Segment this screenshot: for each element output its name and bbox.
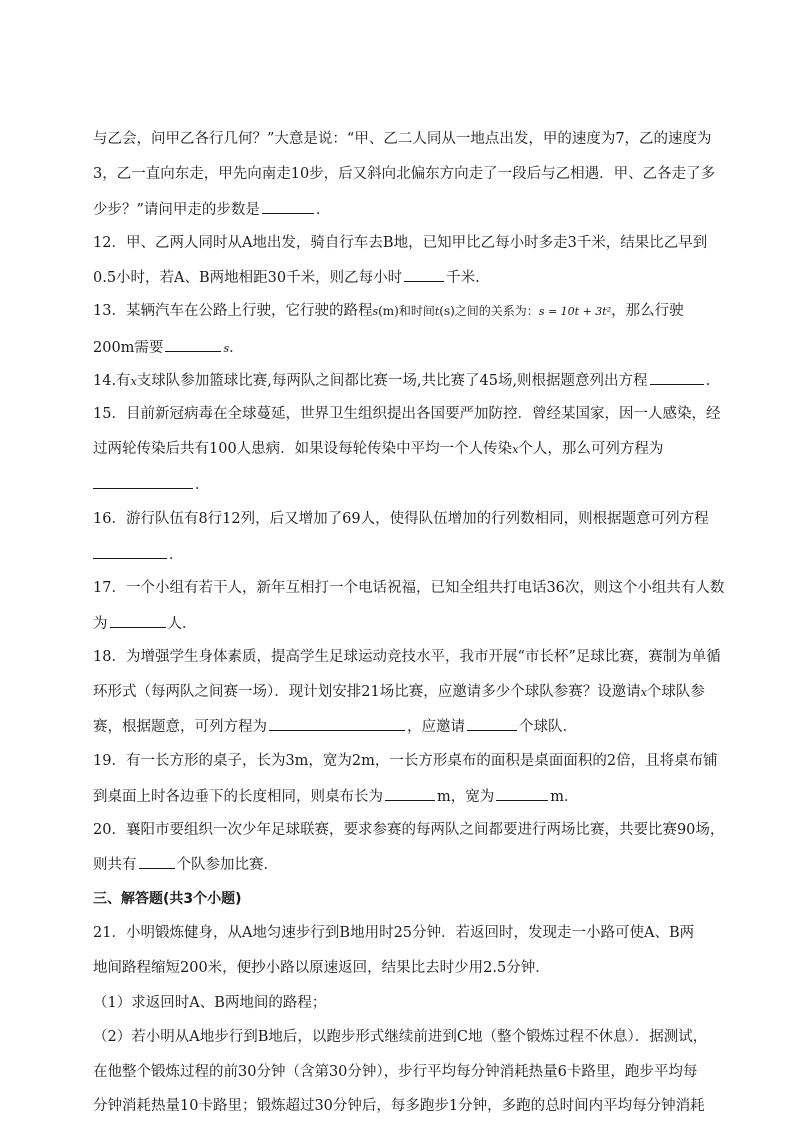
answer-blank: [93, 544, 167, 559]
text-segment: ．: [169, 547, 184, 563]
question-13-line-1: [93, 301, 705, 322]
text-segment: (s)之间的关系为：: [439, 304, 539, 318]
text-segment: ．: [195, 477, 210, 493]
question-16-line-2: [93, 544, 705, 565]
question-20-line-2: [93, 854, 705, 875]
text-segment: 支球队参加篮球比赛,每两队之间都比赛一场,共比赛了45场,则根据题意列出方程: [136, 373, 648, 389]
question-19-line-1: 19．有一长方形的桌子，长为3m，宽为2m，一长方形桌布的面积是桌面面积的2倍，且将桌布铺: [93, 753, 718, 769]
question-21-part-2-line-1: （2）若小明从A地步行到B地后，以跑步形式继续前进到C地（整个锻炼过程不休息）．据测试，: [93, 1029, 708, 1045]
answer-blank: [385, 786, 435, 801]
text-segment: 200m需要: [93, 340, 164, 356]
answer-blank: [404, 267, 444, 282]
unit-label: s: [223, 342, 230, 355]
text-segment: ，应邀请: [407, 719, 465, 735]
answer-blank: [93, 474, 193, 489]
text-segment: ．: [315, 202, 331, 218]
text-segment: ，那么行驶: [611, 303, 684, 319]
math-variable: t: [434, 305, 440, 318]
question-18-line-3: [93, 716, 705, 737]
text-segment: m．: [550, 789, 579, 805]
question-15-line-2: [93, 439, 705, 460]
text-segment: (m)和时间: [378, 304, 435, 318]
question-20-line-1: 20．襄阳市要组织一次少年足球联赛，要求参赛的每两队之间都要进行两场比赛，共要比赛90场，: [93, 822, 725, 838]
text-segment: m，宽为: [437, 789, 495, 805]
text-segment: 则共有: [93, 857, 137, 873]
text-segment: 个球队参: [646, 684, 705, 700]
text-line: 3，乙一直向东走，甲先向南走10步，后又斜向北偏东方向走了一段后与乙相遇．甲、乙各走了多: [93, 166, 716, 182]
math-variable: x: [640, 686, 647, 699]
text-segment: 0.5小时，若A、B两地相距30千米，则乙每小时: [93, 270, 403, 286]
question-18-line-1: 18．为增强学生身体素质，提高学生足球运动竞技水平，我市开展“市长杯”足球比赛，赛制为单循: [93, 649, 721, 665]
answer-blank: [139, 854, 175, 869]
text-segment: 为: [93, 616, 108, 632]
math-variable: x: [512, 443, 519, 456]
text-segment: 个队参加比赛．: [176, 857, 278, 873]
question-17-line-2: [93, 613, 705, 634]
text-segment: 环形式（每两队之间赛一场）．现计划安排21场比赛，应邀请多少个球队参赛？设邀请: [93, 684, 641, 700]
question-21-part-2-line-3: 分钟消耗热量10卡路里；锻炼超过30分钟后，每多跑步1分钟，多跑的总时间内平均每分钟消耗: [93, 1098, 705, 1114]
section-heading: 三、解答题(共3个小题): [93, 891, 242, 907]
question-19-line-2: [93, 786, 705, 807]
text-segment: ．: [229, 340, 244, 356]
text-line: 与乙会，问甲乙各行几何？”大意是说：“甲、乙二人同从一地点出发，甲的速度为7，乙的速度为: [93, 131, 712, 147]
text-segment: 到桌面上时各边垂下的长度相同，则桌布长为: [93, 789, 383, 805]
question-21-line-1: 21．小明锻炼健身，从A地匀速步行到B地用时25分钟．若返回时，发现走一小路可使A、B两: [93, 925, 695, 941]
text-line: [93, 199, 705, 220]
text-segment: 13．某辆汽车在公路上行驶，它行驶的路程: [93, 303, 373, 319]
answer-blank: [110, 613, 166, 628]
answer-blank: [650, 370, 704, 385]
question-12-line-2: [93, 267, 705, 288]
answer-blank: [165, 337, 221, 352]
question-21-part-2-line-2: 在他整个锻炼过程的前30分钟（含第30分钟），步行平均每分钟消耗热量6卡路里，跑步平均每: [93, 1064, 698, 1080]
question-13-line-2: [93, 337, 705, 359]
answer-blank: [269, 716, 405, 731]
question-21-part-1: （1）求返回时A、B两地间的路程；: [93, 995, 327, 1011]
math-variable: s: [372, 305, 379, 318]
text-segment: ．: [705, 373, 721, 389]
text-segment: 少步？”请问甲走的步数是: [93, 202, 260, 218]
math-equation: s = 10t + 3t²: [538, 305, 612, 318]
text-segment: 过两轮传染后共有100人患病．如果设每轮传染中平均一个人传染: [93, 441, 513, 457]
answer-blank: [496, 786, 548, 801]
text-segment: 个球队．: [519, 719, 577, 735]
question-15-line-3: [93, 474, 705, 495]
question-21-line-2: 地间路程缩短200米，便抄小路以原速返回，结果比去时少用2.5分钟．: [93, 960, 550, 976]
question-16-line-1: 16．游行队伍有8行12列，后又增加了69人，使得队伍增加的行列数相同，则根据题意可列方程: [93, 511, 709, 527]
question-12-line-1: 12．甲、乙两人同时从A地出发，骑自行车去B地，已知甲比乙每小时多走3千米，结果比乙早到: [93, 235, 708, 251]
text-segment: 千米.: [446, 270, 480, 286]
answer-blank: [262, 199, 314, 214]
question-17-line-1: 17．一个小组有若干人，新年互相打一个电话祝福，已知全组共打电话36次，则这个小组共有人数: [93, 580, 725, 596]
text-segment: 人．: [167, 616, 197, 632]
answer-blank: [467, 716, 517, 731]
question-14: [93, 370, 721, 392]
text-segment: 14.有: [93, 373, 131, 389]
question-15-line-1: 15．目前新冠病毒在全球蔓延，世界卫生组织提出各国要严加防控．曾经某国家，因一人感染，经: [93, 406, 721, 422]
question-18-line-2: [93, 682, 705, 703]
math-variable: x: [130, 375, 137, 388]
text-segment: 赛，根据题意，可列方程为: [93, 719, 267, 735]
text-segment: 个人，那么可列方程为: [518, 441, 664, 457]
